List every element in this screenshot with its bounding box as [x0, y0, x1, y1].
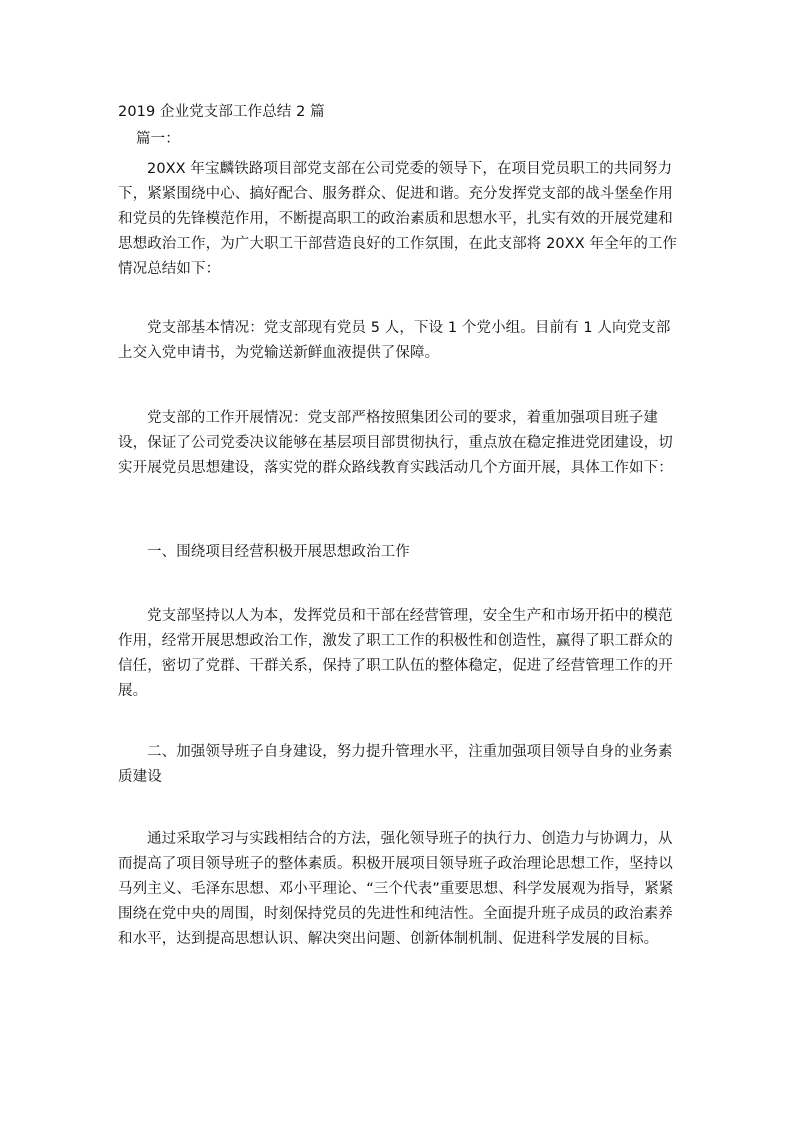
chapter-label: 篇一： — [136, 131, 180, 147]
section-2-heading: 二、加强领导班子自身建设，努力提升管理水平，注重加强项目领导自身的业务素质建设 — [118, 744, 673, 785]
document-title: 2019 企业党支部工作总结 2 篇 — [118, 104, 325, 120]
section-1-body: 党支部坚持以人为本，发挥党员和干部在经营管理，安全生产和市场开拓中的模范作用，经常开展思想政治工作，激发了职工工作的积极性和创造性，赢得了职工群众的信任，密切了党群、干群关系，保持了职工队伍的整体稳定，促进了经营管理工作的开展。 — [118, 608, 673, 699]
paragraph-basic-situation: 党支部基本情况：党支部现有党员 5 人，下设 1 个党小组。目前有 1 人向党支部上交入党申请书，为党输送新鲜血液提供了保障。 — [118, 320, 671, 361]
paragraph-work-status: 党支部的工作开展情况：党支部严格按照集团公司的要求，着重加强项目班子建设，保证了公司党委决议能够在基层项目部贯彻执行，重点放在稳定推进党团建设，切实开展党员思想建设，落实党的群众路线教育实践活动几个方面开展，具体工作如下： — [118, 410, 673, 476]
section-1-heading: 一、围绕项目经营积极开展思想政治工作 — [147, 544, 410, 560]
section-2-body: 通过采取学习与实践相结合的方法，强化领导班子的执行力、创造力与协调力，从而提高了项目领导班子的整体素质。积极开展项目领导班子政治理论思想工作，坚持以马列主义、毛泽东思想、邓小平理论、“三个代表”重要思想、科学发展观为指导，紧紧围绕在党中央的周围，时刻保持党员的先进性和纯洁性。全面提升班子成员的政治素养和水平，达到提高思想认识、解决突出问题、创新体制机制、促进科学发展的目标。 — [118, 831, 674, 947]
paragraph-intro: 20XX 年宝麟铁路项目部党支部在公司党委的领导下，在项目党员职工的共同努力下，紧紧围绕中心、搞好配合、服务群众、促进和谐。充分发挥党支部的战斗堡垒作用和党员的先锋模范作用，不断提高职工的政治素质和思想水平，扎实有效的开展党建和思想政治工作，为广大职工干部营造良好的工作氛围，在此支部将 20XX 年全年的工作情况总结如下： — [118, 161, 678, 277]
